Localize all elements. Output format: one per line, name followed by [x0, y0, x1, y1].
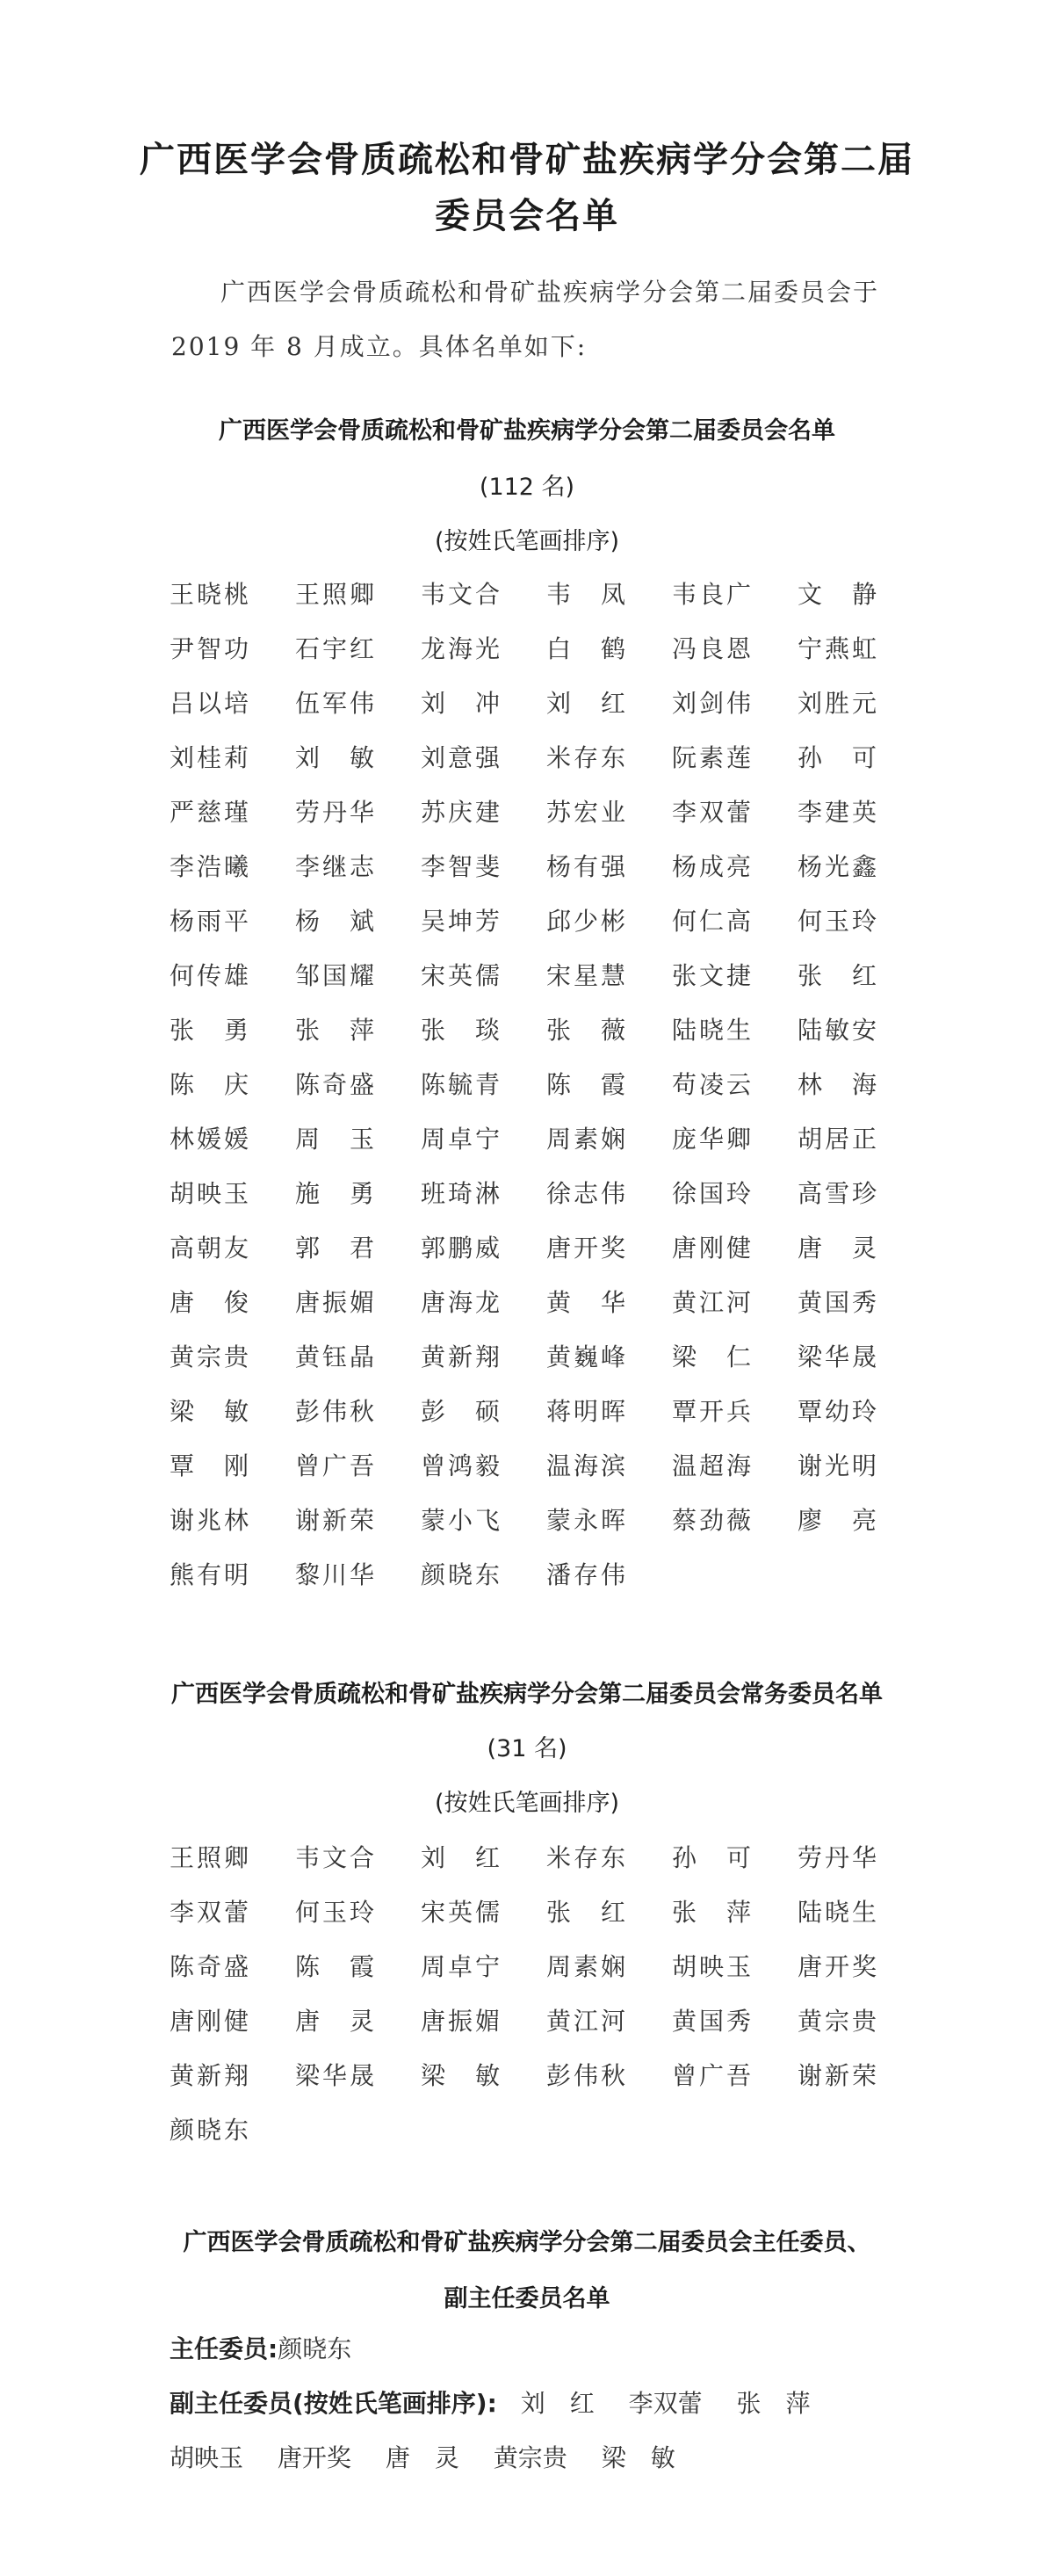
member-name: 陈 庆: [170, 1070, 249, 1099]
member-name: 吕 以 培: [170, 689, 249, 718]
member-name: 劳 丹 华: [798, 1843, 877, 1872]
member-name: 唐 刚 健: [170, 2007, 249, 2036]
member-name: 蒙 永 晖: [546, 1506, 625, 1535]
member-name: 班 琦 淋: [421, 1179, 500, 1208]
member-name: 韦 凤: [546, 580, 625, 609]
chair-line: [170, 2330, 925, 2365]
member-name: 龙 海 光: [421, 634, 500, 663]
member-name: 唐 开 奖: [798, 1952, 877, 1981]
member-name: 米 存 东: [546, 743, 625, 772]
member-name: 谢 兆 林: [170, 1506, 249, 1535]
member-name: 徐 志 伟: [546, 1179, 625, 1208]
member-name: 刘 敏: [295, 743, 374, 772]
members-count: (112 名): [479, 474, 575, 501]
member-name: 宋 英 儒: [421, 961, 500, 990]
member-name: 胡 居 正: [798, 1125, 877, 1154]
vice-chair-name: 梁 敏: [601, 2443, 675, 2472]
member-name: 劳 丹 华: [295, 798, 374, 827]
leaders-section-title-line1: 广西医学会骨质疏松和骨矿盐疾病学分会第二届委员会主任委员、: [183, 2229, 871, 2256]
member-name: 刘 胜 元: [798, 689, 877, 718]
member-name: 潘 存 伟: [546, 1560, 625, 1589]
member-name: 黄 新 翔: [170, 2061, 249, 2090]
member-name: 苏 庆 建: [421, 798, 500, 827]
member-name: 梁 仁: [672, 1342, 751, 1371]
member-name: 高 雪 珍: [798, 1179, 877, 1208]
member-name: 黄 国 秀: [672, 2007, 751, 2036]
member-name: 王 晓 桃: [170, 580, 249, 609]
member-name: 谢 新 荣: [798, 2061, 877, 2090]
member-name: 唐 振 媚: [421, 2007, 500, 2036]
member-name: 周 素 娴: [546, 1125, 625, 1154]
member-name: 唐 海 龙: [421, 1288, 500, 1317]
member-name: 陆 晓 生: [672, 1016, 751, 1045]
member-name: 刘 剑 伟: [672, 689, 751, 718]
vice-chair-name: 黄宗贵: [493, 2443, 567, 2472]
member-name: 温 超 海: [672, 1451, 751, 1480]
member-name: 刘 冲: [421, 689, 500, 718]
member-name: 唐 俊: [170, 1288, 249, 1317]
member-name: 曾 广 吾: [672, 2061, 751, 2090]
member-name: 韦 文 合: [295, 1843, 374, 1872]
member-name: 郭 鹏 威: [421, 1234, 500, 1263]
member-name: 黎 川 华: [295, 1560, 374, 1589]
member-name: 张 红: [546, 1898, 625, 1927]
member-name: 颜 晓 东: [421, 1560, 500, 1589]
member-name: 宁 燕 虹: [798, 634, 877, 663]
member-name: 陈 奇 盛: [295, 1070, 374, 1099]
member-name: 陈 毓 青: [421, 1070, 500, 1099]
member-name: 李 浩 曦: [170, 852, 249, 881]
vice-chair-name: 张 萍: [736, 2389, 811, 2418]
member-name: 郭 君: [295, 1234, 374, 1263]
doc-title-line1: 广西医学会骨质疏松和骨矿盐疾病学分会第二届: [140, 140, 914, 180]
member-name: 李 建 英: [798, 798, 877, 827]
chair-label: 主任委员:: [170, 2334, 278, 2363]
member-name: 黄 宗 贵: [170, 1342, 249, 1371]
member-name: 周 卓 宁: [421, 1952, 500, 1981]
member-name: 张 萍: [672, 1898, 751, 1927]
member-name: 张 琰: [421, 1016, 500, 1045]
member-name: 韦 良 广: [672, 580, 751, 609]
member-name: 蒙 小 飞: [421, 1506, 500, 1535]
intro-paragraph: 广西医学会骨质疏松和骨矿盐疾病学分会第二届委员会于 2019 年 8 月成立。具体名单如下:: [171, 278, 880, 361]
member-name: 刘 桂 莉: [170, 743, 249, 772]
member-name: 张 薇: [546, 1016, 625, 1045]
member-name: 黄 钰 晶: [295, 1342, 374, 1371]
standing-count: (31 名): [487, 1735, 567, 1762]
member-name: 刘 意 强: [421, 743, 500, 772]
member-name: 黄 江 河: [546, 2007, 625, 2036]
member-name: 米 存 东: [546, 1843, 625, 1872]
member-name: 覃 幼 玲: [798, 1397, 877, 1426]
leaders-section-title-line2: 副主任委员名单: [444, 2285, 610, 2312]
member-name: 尹 智 功: [170, 634, 249, 663]
member-name: 吴 坤 芳: [421, 907, 500, 936]
member-name: 苟 凌 云: [672, 1070, 751, 1099]
member-name: 陈 霞: [546, 1070, 625, 1099]
member-name: 张 勇: [170, 1016, 249, 1045]
member-name: 杨 雨 平: [170, 907, 249, 936]
member-name: 胡 映 玉: [672, 1952, 751, 1981]
member-name: 梁 敏: [421, 2061, 500, 2090]
member-name: 彭 伟 秋: [546, 2061, 625, 2090]
member-name: 林 海: [798, 1070, 877, 1099]
doc-title-line2: 委员会名单: [435, 196, 619, 236]
member-name: 黄 华: [546, 1288, 625, 1317]
member-name: 黄 巍 峰: [546, 1342, 625, 1371]
member-name: 韦 文 合: [421, 580, 500, 609]
member-name: 何 仁 高: [672, 907, 751, 936]
member-name: 张 文 捷: [672, 961, 751, 990]
member-name: 邹 国 耀: [295, 961, 374, 990]
member-name: 陆 敏 安: [798, 1016, 877, 1045]
member-name: 宋 星 慧: [546, 961, 625, 990]
member-name: 文 静: [798, 580, 877, 609]
member-name: 杨 成 亮: [672, 852, 751, 881]
member-name: 彭 硕: [421, 1397, 500, 1426]
member-name: 李 智 斐: [421, 852, 500, 881]
member-name: 孙 可: [672, 1843, 751, 1872]
member-name: 胡 映 玉: [170, 1179, 249, 1208]
member-name: 覃 开 兵: [672, 1397, 751, 1426]
member-name: 陈 奇 盛: [170, 1952, 249, 1981]
member-name: 石 宇 红: [295, 634, 374, 663]
member-name: 梁 华 晟: [295, 2061, 374, 2090]
members-section-title: 广西医学会骨质疏松和骨矿盐疾病学分会第二届委员会名单: [219, 417, 835, 445]
member-name: 杨 斌: [295, 907, 374, 936]
member-name: 何 玉 玲: [798, 907, 877, 936]
member-name: 杨 光 鑫: [798, 852, 877, 881]
member-name: 张 萍: [295, 1016, 374, 1045]
member-name: 苏 宏 业: [546, 798, 625, 827]
member-name: 李 继 志: [295, 852, 374, 881]
vice-chair-name: 李双蕾: [628, 2389, 703, 2418]
members-name-grid: [170, 566, 925, 1601]
member-name: 唐 振 媚: [295, 1288, 374, 1317]
member-name: 黄 宗 贵: [798, 2007, 877, 2036]
member-name: 唐 开 奖: [546, 1234, 625, 1263]
member-name: 张 红: [798, 961, 877, 990]
member-name: 颜 晓 东: [170, 2116, 249, 2145]
member-name: 周 素 娴: [546, 1952, 625, 1981]
vice-chair-name: 唐开奖: [277, 2443, 351, 2472]
member-name: 李 双 蕾: [170, 1898, 249, 1927]
member-name: 谢 光 明: [798, 1451, 877, 1480]
member-name: 熊 有 明: [170, 1560, 249, 1589]
member-name: 梁 华 晟: [798, 1342, 877, 1371]
member-name: 庞 华 卿: [672, 1125, 751, 1154]
member-name: 黄 国 秀: [798, 1288, 877, 1317]
member-name: 白 鹤: [546, 634, 625, 663]
members-order-note: (按姓氏笔画排序): [434, 528, 620, 555]
member-name: 刘 红: [546, 689, 625, 718]
member-name: 宋 英 儒: [421, 1898, 500, 1927]
member-name: 温 海 滨: [546, 1451, 625, 1480]
vice-chair-name: 胡映玉: [170, 2443, 244, 2472]
member-name: 唐 刚 健: [672, 1234, 751, 1263]
member-name: 唐 灵: [295, 2007, 374, 2036]
member-name: 覃 刚: [170, 1451, 249, 1480]
member-name: 阮 素 莲: [672, 743, 751, 772]
member-name: 陆 晓 生: [798, 1898, 877, 1927]
member-name: 冯 良 恩: [672, 634, 751, 663]
member-name: 黄 江 河: [672, 1288, 751, 1317]
member-name: 梁 敏: [170, 1397, 249, 1426]
member-name: 彭 伟 秋: [295, 1397, 374, 1426]
member-name: 周 卓 宁: [421, 1125, 500, 1154]
vice-chair-line-2: [170, 2439, 925, 2474]
member-name: 唐 灵: [798, 1234, 877, 1263]
vice-chair-name: 唐 灵: [385, 2443, 459, 2472]
member-name: 杨 有 强: [546, 852, 625, 881]
vice-chair-name: 刘 红: [520, 2389, 595, 2418]
member-name: 蒋 明 晖: [546, 1397, 625, 1426]
member-name: 何 传 雄: [170, 961, 249, 990]
member-name: 林 媛 媛: [170, 1125, 249, 1154]
standing-order-note: (按姓氏笔画排序): [434, 1790, 620, 1817]
member-name: 曾 广 吾: [295, 1451, 374, 1480]
member-name: 徐 国 玲: [672, 1179, 751, 1208]
member-name: 陈 霞: [295, 1952, 374, 1981]
vice-chair-label: 副主任委员(按姓氏笔画排序):: [170, 2389, 497, 2418]
member-name: 黄 新 翔: [421, 1342, 500, 1371]
member-name: 何 玉 玲: [295, 1898, 374, 1927]
member-name: 廖 亮: [798, 1506, 877, 1535]
member-name: 刘 红: [421, 1843, 500, 1872]
member-name: 蔡 劲 薇: [672, 1506, 751, 1535]
member-name: 孙 可: [798, 743, 877, 772]
member-name: 谢 新 荣: [295, 1506, 374, 1535]
member-name: 周 玉: [295, 1125, 374, 1154]
member-name: 施 勇: [295, 1179, 374, 1208]
vice-chair-line: [170, 2384, 925, 2420]
member-name: 伍 军 伟: [295, 689, 374, 718]
member-name: 王 照 卿: [170, 1843, 249, 1872]
chair-name: 颜晓东: [278, 2334, 352, 2363]
member-name: 高 朝 友: [170, 1234, 249, 1263]
member-name: 严 慈 瑾: [170, 798, 249, 827]
member-name: 曾 鸿 毅: [421, 1451, 500, 1480]
standing-name-grid: [170, 1829, 925, 2156]
member-name: 邱 少 彬: [546, 907, 625, 936]
member-name: 王 照 卿: [295, 580, 374, 609]
standing-section-title: 广西医学会骨质疏松和骨矿盐疾病学分会第二届委员会常务委员名单: [171, 1681, 883, 1708]
member-name: 李 双 蕾: [672, 798, 751, 827]
